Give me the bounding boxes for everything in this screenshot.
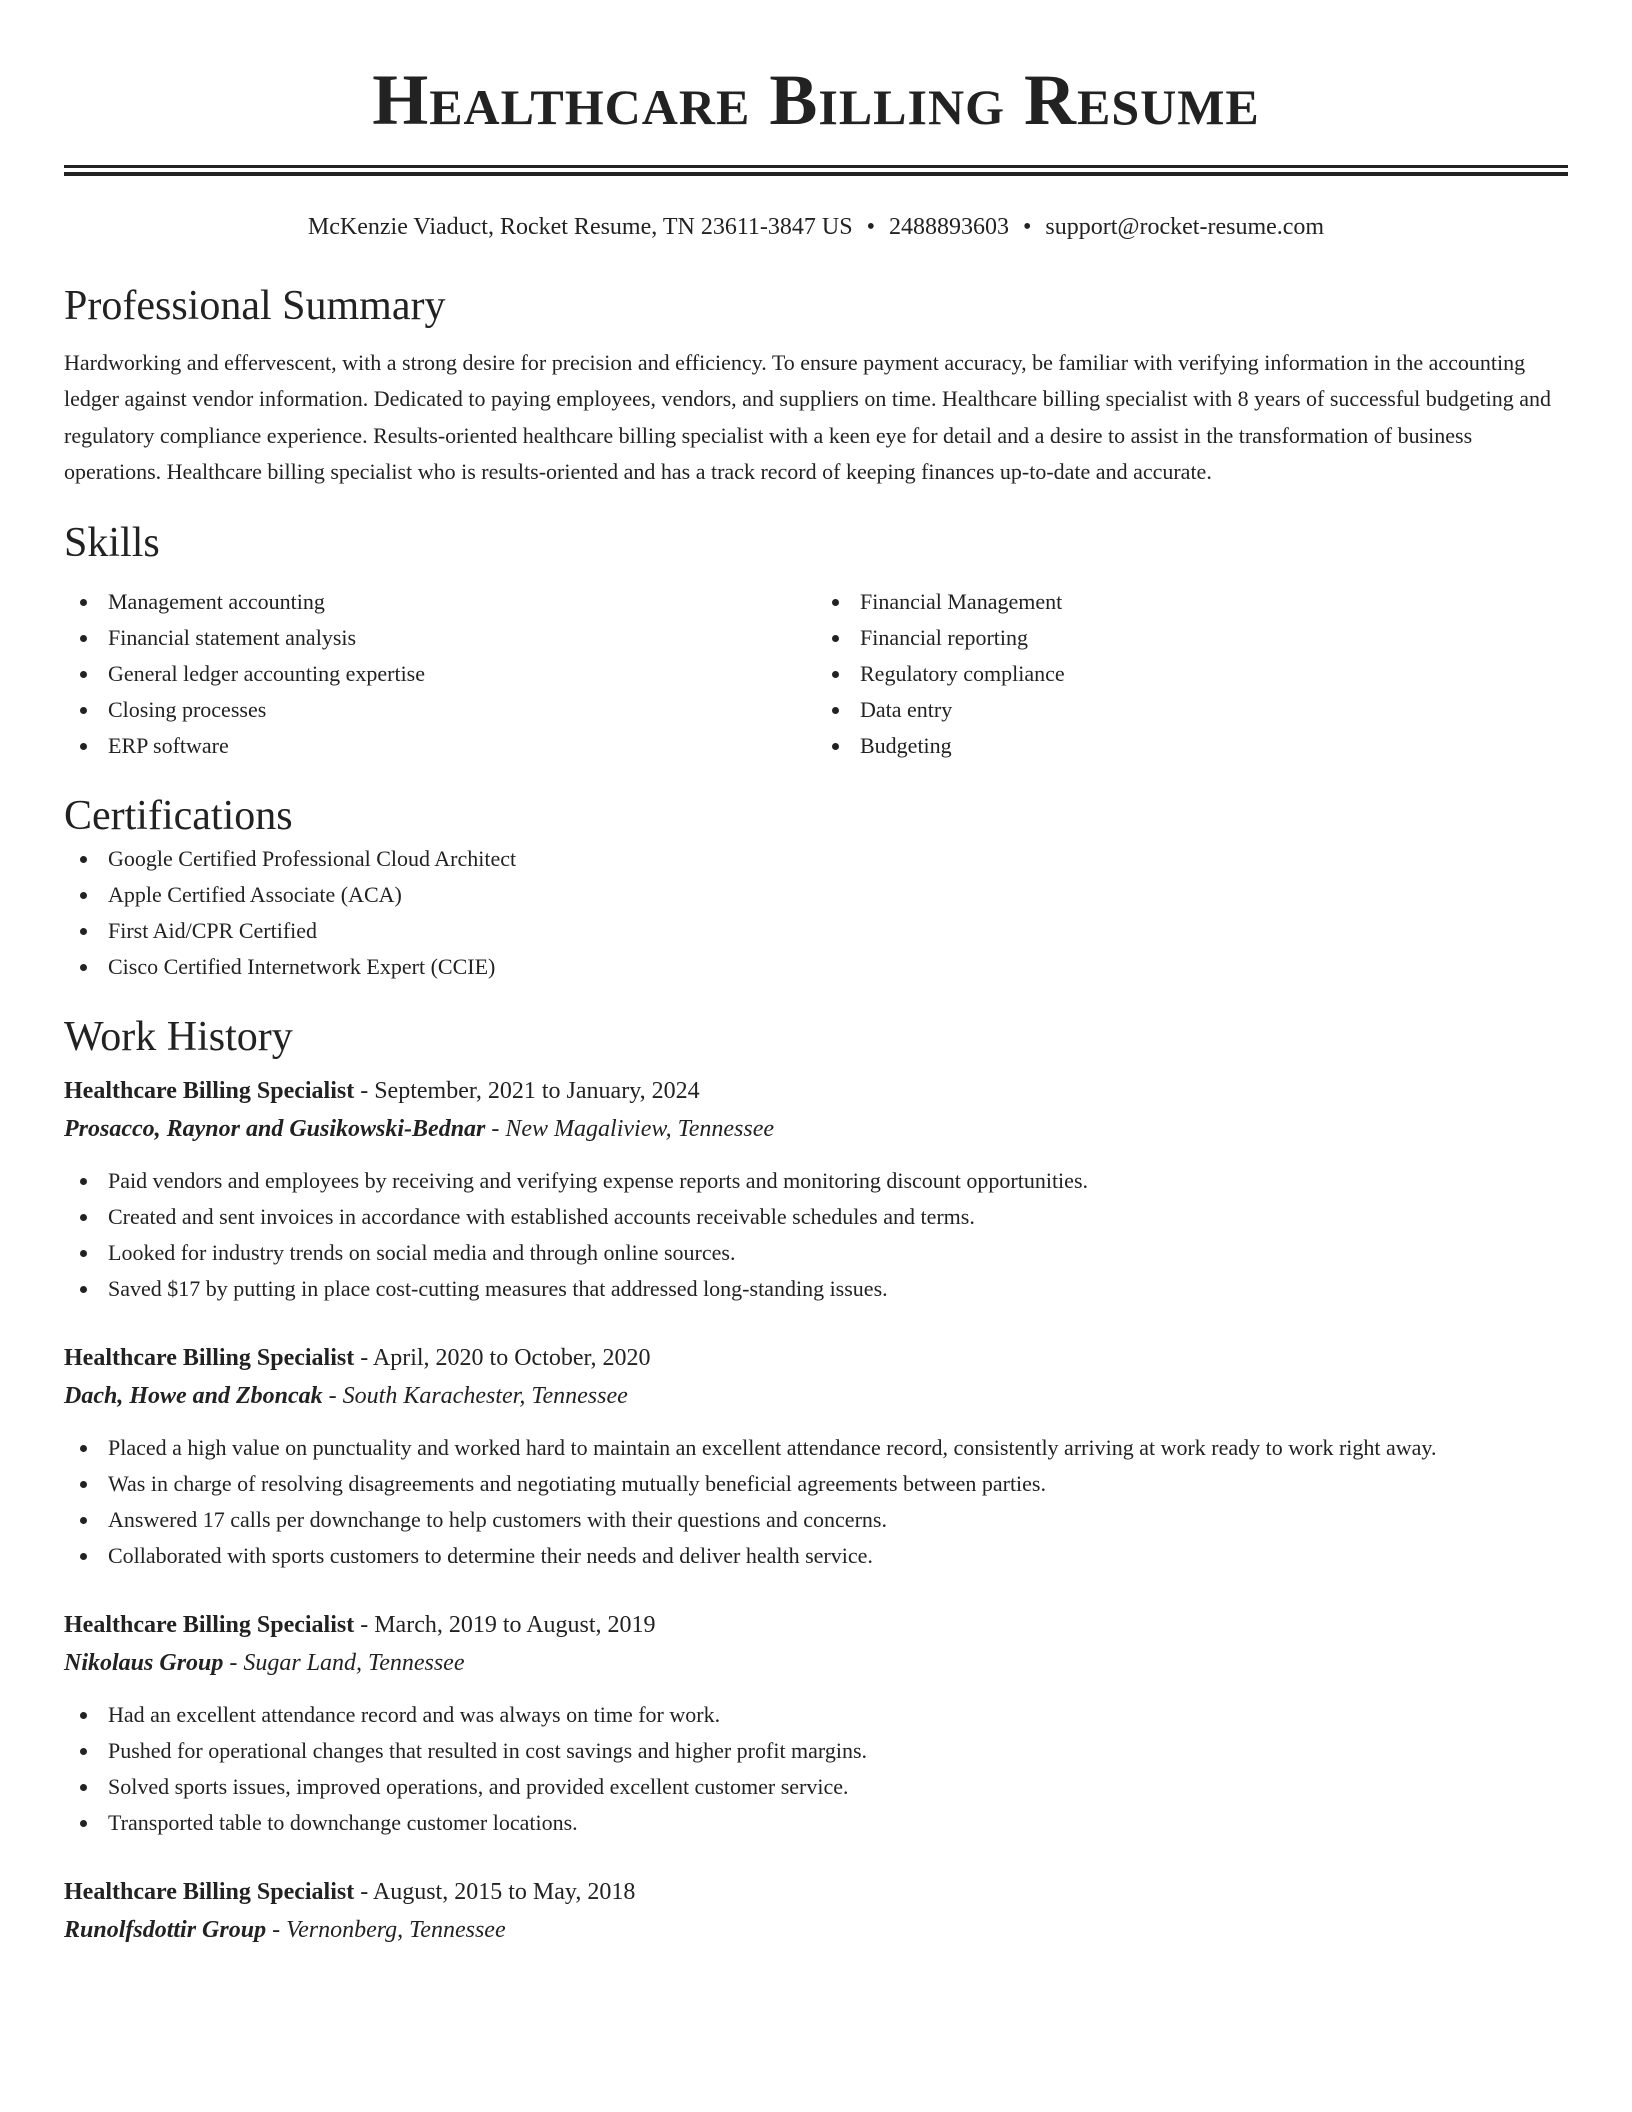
- job-bullets: [64, 1697, 1568, 1841]
- job-bullet: Was in charge of resolving disagreements and negotiating mutually beneficial agreements between parties.: [64, 1466, 1568, 1502]
- certification-item: Apple Certified Associate (ACA): [64, 877, 1568, 913]
- job-company: Runolfsdottir Group: [64, 1916, 267, 1943]
- job-title-line: [64, 1072, 1568, 1110]
- job-bullet: Transported table to downchange customer locations.: [64, 1805, 1568, 1841]
- contact-separator: •: [866, 214, 875, 240]
- skill-item: Data entry: [816, 692, 1568, 728]
- contact-address: McKenzie Viaduct, Rocket Resume, TN 23611-3847 US: [307, 214, 853, 240]
- job-bullet: Collaborated with sports customers to determine their needs and deliver health service.: [64, 1538, 1568, 1574]
- job-bullet: Answered 17 calls per downchange to help customers with their questions and concerns.: [64, 1502, 1568, 1538]
- job-title-line: [64, 1339, 1568, 1377]
- job-bullet: Solved sports issues, improved operations, and provided excellent customer service.: [64, 1769, 1568, 1805]
- job-dates: - August, 2015 to May, 2018: [354, 1878, 636, 1905]
- skill-item: Financial reporting: [816, 620, 1568, 656]
- contact-separator: •: [1023, 214, 1032, 240]
- skills-list-right: [816, 584, 1568, 764]
- skills-heading: Skills: [64, 519, 160, 566]
- job-entry: [64, 1339, 1568, 1574]
- job-company: Prosacco, Raynor and Gusikowski-Bednar: [64, 1115, 486, 1142]
- job-title: Healthcare Billing Specialist: [64, 1611, 355, 1638]
- job-company: Nikolaus Group: [64, 1649, 224, 1676]
- job-entry: [64, 1606, 1568, 1841]
- skill-item: Regulatory compliance: [816, 656, 1568, 692]
- certification-item: Google Certified Professional Cloud Architect: [64, 841, 1568, 877]
- job-bullets: [64, 1163, 1568, 1307]
- job-title: Healthcare Billing Specialist: [64, 1077, 355, 1104]
- certification-item: Cisco Certified Internetwork Expert (CCIE): [64, 949, 1568, 985]
- job-location: - South Karachester, Tennessee: [322, 1382, 628, 1409]
- job-bullet: Paid vendors and employees by receiving and verifying expense reports and monitoring discount opportunities.: [64, 1163, 1568, 1199]
- title-divider: [64, 165, 1568, 176]
- job-company-line: [64, 1377, 1568, 1415]
- job-dates: - March, 2019 to August, 2019: [354, 1611, 656, 1638]
- resume-title: Healthcare Billing Resume: [372, 60, 1260, 140]
- skill-item: Management accounting: [64, 584, 816, 620]
- job-title: Healthcare Billing Specialist: [64, 1344, 355, 1371]
- certifications-list: [64, 841, 1568, 985]
- job-company: Dach, Howe and Zboncak: [64, 1382, 323, 1409]
- job-bullet: Looked for industry trends on social media and through online sources.: [64, 1235, 1568, 1271]
- job-company-line: [64, 1644, 1568, 1682]
- skill-item: ERP software: [64, 728, 816, 764]
- skill-item: General ledger accounting expertise: [64, 656, 816, 692]
- job-bullet: Created and sent invoices in accordance with established accounts receivable schedules and terms.: [64, 1199, 1568, 1235]
- contact-line: [64, 212, 1568, 242]
- contact-phone: 2488893603: [889, 214, 1009, 240]
- job-location: - New Magaliview, Tennessee: [485, 1115, 775, 1142]
- skill-item: Closing processes: [64, 692, 816, 728]
- summary-heading: Professional Summary: [64, 283, 446, 329]
- skill-item: Budgeting: [816, 728, 1568, 764]
- job-entry: [64, 1873, 1568, 1949]
- contact-email: support@rocket-resume.com: [1045, 214, 1325, 240]
- job-dates: - April, 2020 to October, 2020: [354, 1344, 651, 1371]
- summary-text: Hardworking and effervescent, with a strong desire for precision and efficiency. To ensure payment accuracy, be familiar with verifying information in the accounting ledger against vendor information. Dedicated to paying employees, vendors, and suppliers on time. Healthcare billing specialist with 8 years of successful budgeting and regulatory compliance experience. Results-oriented healthcare billing specialist with a keen eye for detail and a desire to assist in the transformation of business operations. Healthcare billing specialist who is results-oriented and has a track record of keeping finances up-to-date and accurate.: [64, 350, 1552, 485]
- job-bullet: Pushed for operational changes that resulted in cost savings and higher profit margins.: [64, 1733, 1568, 1769]
- job-bullet: Had an excellent attendance record and was always on time for work.: [64, 1697, 1568, 1733]
- certification-item: First Aid/CPR Certified: [64, 913, 1568, 949]
- job-entry: [64, 1072, 1568, 1307]
- skill-item: Financial Management: [816, 584, 1568, 620]
- job-company-line: [64, 1911, 1568, 1949]
- job-bullet: Placed a high value on punctuality and worked hard to maintain an excellent attendance record, consistently arriving at work ready to work right away.: [64, 1430, 1568, 1466]
- job-location: - Vernonberg, Tennessee: [266, 1916, 506, 1943]
- skills-columns: [64, 584, 1568, 764]
- job-title: Healthcare Billing Specialist: [64, 1878, 355, 1905]
- skill-item: Financial statement analysis: [64, 620, 816, 656]
- certifications-heading: Certifications: [64, 792, 293, 839]
- job-dates: - September, 2021 to January, 2024: [354, 1077, 700, 1104]
- work-history-heading: Work History: [64, 1013, 293, 1060]
- job-title-line: [64, 1606, 1568, 1644]
- job-company-line: [64, 1110, 1568, 1148]
- job-location: - Sugar Land, Tennessee: [223, 1649, 465, 1676]
- job-title-line: [64, 1873, 1568, 1911]
- job-bullets: [64, 1430, 1568, 1574]
- skills-list-left: [64, 584, 816, 764]
- job-bullet: Saved $17 by putting in place cost-cutting measures that addressed long-standing issues.: [64, 1271, 1568, 1307]
